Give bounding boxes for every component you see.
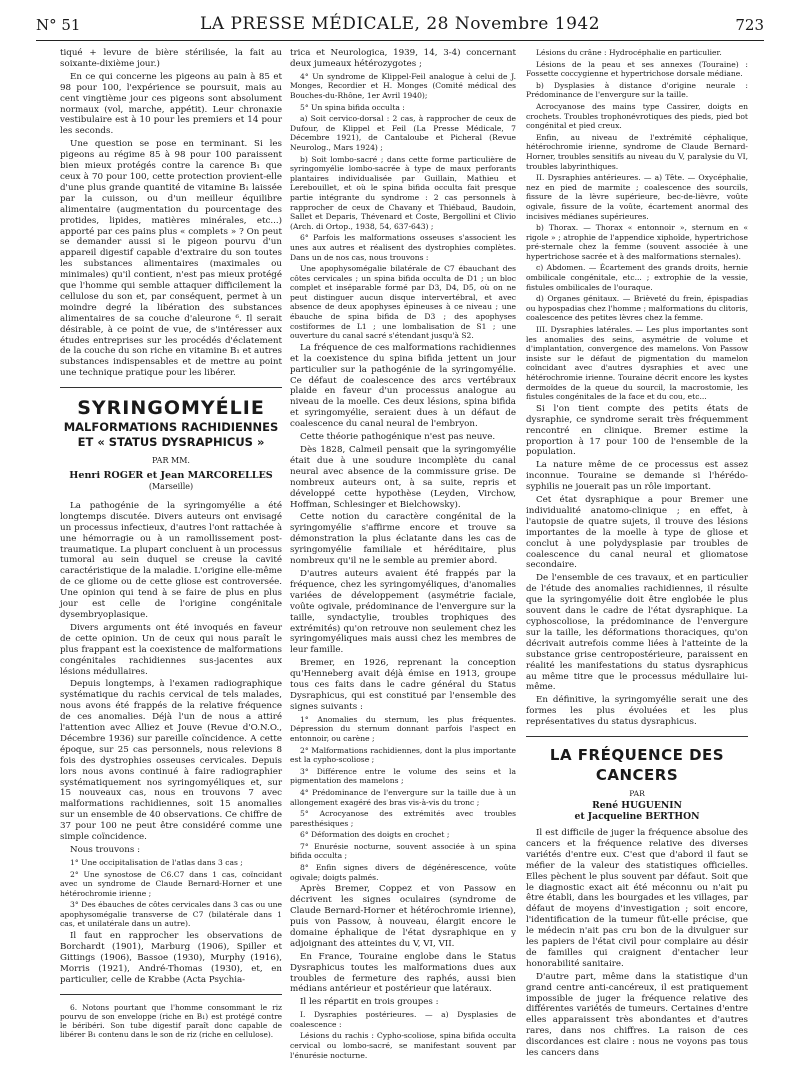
paragraph: Il faut en rapprocher les observations de Borchardt (1901), Marburg (1906), Spiller et Gittings (1906), Bassoe (1930), Murphy (1916), Morris (1921), André-Thomas (1930), et, en particulier, celle de Krabbe (Acta Psychia-	[60, 931, 282, 985]
list-item: 5° Un spina bifida occulta :	[300, 102, 405, 112]
paragraph: La nature même de ce processus est assez inconnue. Touraine se demande si l'hérédo-syphilis ne jouerait pas un rôle important.	[526, 460, 748, 493]
list-item: d) Organes génitaux. — Brièveté du frein, épispadias ou hypospadias chez l'homme ; malformations du clitoris, coalescence des petites lèvres chez la femme.	[526, 294, 748, 323]
list-item: III. Dysraphies latérales. — Les plus importantes sont les anomalies des seins, asymétrie de volume et d'implantation, convergence des mamelons. Von Passow insiste sur le défaut de pigmentation du mamelon coïncidant avec d'autres dysraphies et avec une hétérochromie irienne. Touraine décrit encore les kystes dermoïdes de la queue du sourcil, la macrostomie, les fistules congénitales de la face et du cou, etc...	[526, 325, 748, 402]
paragraph: Il est difficile de juger la fréquence absolue des cancers et la fréquence relative des diverses variétés d'entre eux. C'est que d'abord il faut se méfier de la valeur des statistiques officielles. Elles pèchent le plus souvent par défaut. Soit que le diagnostic exact ait été méconnu ou n'ait pu être établi, dans les bourgades et les villages, par défaut de moyens d'investigation ; soit encore, l'identification de la tumeur fût-elle précise, que le médecin n'ait pas cru bon de la divulguer sur les papiers de l'état civil pour complaire au désir de familles qui craignent d'entacher leur honorabilité sanitaire.	[526, 827, 748, 969]
paragraph: Nous trouvons :	[70, 845, 140, 855]
title-line-2: MALFORMATIONS RACHIDIENNES	[63, 420, 279, 435]
paragraph: Divers arguments ont été invoqués en faveur de cette opinion. Un de ceux qui nous paraît le plus frappant est la coexistence de malformations congénitales rachidiennes sus-jacentes aux lésions médullaires.	[60, 622, 282, 677]
article-separator	[526, 736, 748, 737]
list-item: II. Dysraphies antérieures. — a) Tête. — Oxycéphalie, nez en pied de marmite ; coalescence des sourcils, fissure de la lèvre supérieure, bec-de-lièvre, voûte ogivale, fissure de la voûte, écartement anormal des incisives médianes supérieures.	[526, 173, 748, 221]
list-item: b) Soit lombo-sacré ; dans cette forme particulière de syringomyélie lombo-sacrée à type de maux perforants plantaires individualisée par Guillain, Mathieu et Lerebouillet, et où le spina bifida occulta fait presque partie intégrante du syndrome : 2 cas personnels à rapprocher de ceux de Chavany et Thiébaud, Baudoin, Sallet et Deparis, Thévenard et Coste, Bergollini et Clivio (Arch. di Ortop., 1938, 54, 637-643) ;	[290, 154, 516, 231]
paragraph: Après Bremer, Coppez et von Passow en décrivent les signes oculaires (syndrome de Claude Bernard-Horner et hétérochromie irienne), puis von Passow, à nouveau, élargit encore le domaine éphalique de l'état dysraphique en y adjoignant des atteintes du V, VI, VII.	[290, 884, 516, 949]
paragraph: Une question se pose en terminant. Si les pigeons au régime 85 à 98 pour 100 paraissent bien mieux protégés contre la carence B₁ que ceux à 70 pour 100, cette protection provient-elle d'une plus grande quantité de vitamine B₁ laissée par la cuisson, ou d'un meilleur équilibre alimentaire (augmentation du pourcentage des protides, lipides, matières minérales, etc...) apporté par ces pains plus « complets » ? On peut se demander aussi si le pigeon pourvu d'un appareil digestif capable d'extraire du son toutes les substances alimentaires (maximales ou minimales) qu'il contient, n'est pas mieux protégé que l'homme qui semble attaquer difficilement la cellulose du son et, par conséquent, permet à un moindre degré la libération des substances alimentaires de sa couche d'aleurone ⁶. Il serait désirable, à ce point de vue, de s'intéresser aux études entreprises sur les procédés d'éclatement de la couche du son riche en vitamine B₁ et autres substances indispensables et de mettre au point une technique pratique pour les libérer.	[60, 139, 282, 379]
paragraph: La pathogénie de la syringomyélie a été longtemps discutée. Divers auteurs ont envisagé un processus infectieux, d'autres l'ont rattachée à une hémorragie ou à un ramollissement post-traumatique. La plupart concluent à un processus tumoral au sein duquel se creuse la cavité caractéristique de la maladie. L'origine elle-même de ce gliome ou de cette gliose est controversée. Une opinion qui tend à se faire de plus en plus jour est celle de l'origine congénitale dysembryoplasique.	[60, 500, 282, 620]
paragraph: Cette notion du caractère congénital de la syringomyélie s'affirme encore et trouve sa démonstration la plus éclatante dans les cas de syringomyélie familiale et héréditaire, plus nombreux qu'il ne le semble au premier abord.	[290, 512, 516, 567]
list-item: 8° Enfin signes divers de dégénérescence, voûte ogivale; doigts palmés.	[290, 863, 516, 882]
paragraph: trica et Neurologica, 1939, 14, 3-4) concernant deux jumeaux hétérozygotes ;	[290, 48, 516, 69]
list-item: c) Abdomen. — Écartement des grands droits, hernie ombilicale congénitale, etc... ; extrophie de la vessie, fistules ombilicales de l'ouraque.	[526, 263, 748, 292]
paragraph: La fréquence de ces malformations rachidiennes et la coexistence du spina bifida jettent un jour particulier sur la pathogénie de la syringomyélie. Ce défaut de coalescence des arcs vertébraux plaide en faveur d'un processus analogue au niveau de la moelle. Ces deux lésions, spina bifida et syringomyélie, seraient dues à un défaut de coalescence du canal neural de l'embryon.	[290, 342, 516, 430]
list-item: 4° Un syndrome de Klippel-Feil analogue à celui de J. Monges, Recordier et H. Monges (Comité médical des Bouches-du-Rhône, 1er Avril 1940);	[290, 71, 516, 100]
list-item: b) Thorax. — Thorax « entonnoir », sternum en « rigole » ; atrophie de l'appendice xiphoïde, hypertrichose pré-sternale chez la femme (souvent associée à une hypertrichose sacrée et à des malformations sternales).	[526, 223, 748, 261]
list-item: 3° Des ébauches de côtes cervicales dans 3 cas ou une apophysomégalie transverse de C7 (bilatérale dans 1 cas, et unilatérale dans un autre).	[60, 900, 282, 929]
paragraph: tiqué + levure de bière stérilisée, la fait au soixante-dixième jour.)	[60, 48, 282, 69]
journal-title: LA PRESSE MÉDICALE, 28 Novembre 1942	[199, 14, 601, 34]
list-item: 2° Malformations rachidiennes, dont la plus importante est la cypho-scoliose ;	[290, 745, 516, 765]
author-2: et Jacqueline BERTHON	[574, 810, 700, 822]
paragraph: Si l'on tient compte des petits états de dysraphie, ce syndrome serait très fréquemment rencontré en clinique. Bremer estime la proportion à 17 pour 100 de l'ensemble de la population.	[526, 403, 748, 458]
list-item: 5° Acrocyanose des extrémités avec troubles paresthésiques ;	[290, 809, 516, 828]
footnote-rule	[60, 994, 282, 995]
page-number: 723	[735, 16, 764, 34]
authors: Henri ROGER et Jean MARCORELLES	[69, 470, 273, 482]
list-item: Enfin, au niveau de l'extrémité céphalique, hétérochromie irienne, syndrome de Claude Bernard-Horner, troubles sensitifs au niveau du V, paralysie du VI, troubles labyrinthiques.	[526, 132, 748, 171]
footnote: 6. Notons pourtant que l'homme consommant le riz pourvu de son enveloppe (riche en B₁) est protégé contre le béribéri. Son tube digestif paraît donc capable de libérer B₁ contenu dans le son de riz (riche en cellulose).	[60, 1002, 282, 1039]
list-item: Lésions du crâne : Hydrocéphalie en particulier.	[536, 48, 722, 57]
column-2	[290, 48, 516, 1062]
paragraph: Dès 1828, Calmeil pensait que la syringomyélie était due à une soudure incomplète du canal neural avec absence de la commissure grise. De nombreux auteurs ont, à sa suite, repris et développé cette hypothèse (Leyden, Virchow, Hoffman, Schlesinger et Bielchowsky).	[290, 445, 516, 510]
title-line-3: ET « STATUS DYSRAPHICUS »	[77, 435, 265, 450]
article-title-cancers: LA FRÉQUENCE DES CANCERS	[549, 746, 725, 785]
list-item: 4° Prédominance de l'envergure sur la taille due à un allongement exagéré des bras vis-à-vis du tronc ;	[290, 787, 516, 807]
list-item: 1° Anomalies du sternum, les plus fréquentes. Dépression du sternum donnant parfois l'aspect en entonnoir, ou carène ;	[290, 714, 516, 743]
article-title-syringomyelie	[60, 396, 282, 450]
paragraph: Cette théorie pathogénique n'est pas neuve.	[300, 432, 496, 443]
header-rule	[36, 40, 764, 41]
paragraph: En définitive, la syringomyélie serait une des formes les plus évoluées et les plus représentatives du status dysraphicus.	[526, 695, 748, 728]
list-item: Lésions de la peau et ses annexes (Touraine) : Fossette coccygienne et hypertrichose dorsale médiane.	[526, 59, 748, 79]
list-item: 7° Enurésie nocturne, souvent associée à un spina bifida occulta ;	[290, 841, 516, 861]
column-1	[60, 48, 282, 1041]
running-header	[36, 14, 764, 38]
list-item: 1° Une occipitalisation de l'atlas dans 3 cas ;	[70, 857, 243, 867]
paragraph: De l'ensemble de ces travaux, et en particulier de l'étude des anomalies rachidiennes, il résulte que la syringomyélie doit être englobée le plus souvent dans le cadre de l'état dysraphique. La cyphoscoliose, la prédominance de l'envergure sur la taille, les déformations thoraciques, qu'on décrivait autrefois comme liées à l'atteinte de la substance grise centropostérieure, paraissent en réalité les manifestations du status dysraphicus au même titre que le processus médullaire lui-même.	[526, 573, 748, 693]
list-item: Une apophysomégalie bilatérale de C7 ébauchant des côtes cervicales ; un spina bifida occulta de D1 ; un bloc complet et inséparable formé par D3, D4, D5, où on ne peut distinguer aucun disque intervertébral, et avec absence de deux apophyses épineuses à ce niveau ; une ébauche de spina bifida de D3 ; des apophyses costiformes de L1 ; une lombalisation de S1 ; une ouverture du canal sacré s'étendant jusqu'à S2.	[290, 264, 516, 341]
list-item: 6° Déformation des doigts en crochet ;	[300, 830, 450, 840]
author-1: René HUGUENIN	[592, 799, 682, 811]
column-3	[526, 48, 748, 1061]
article-separator	[60, 387, 282, 388]
paragraph: Depuis longtemps, à l'examen radiographique systématique du rachis cervical de tels malades, nous avons été frappés de la relative fréquence de ces anomalies. Déjà l'un de nous a attiré l'attention avec Alliez et Jouve (Revue d'O.N.O., Décembre 1936) sur pareille coïncidence. A cette époque, sur 25 cas personnels, nous relevions 8 fois des dystrophies osseuses cervicales. Depuis lors nous avons continué à faire radiographier systématiquement nos syringomyéliques et, sur 15 nouveaux cas, nous en trouvons 7 avec malformations rachidiennes, soit 15 anomalies sur un ensemble de 40 observations. Ce chiffre de 37 pour 100 ne peut être considéré comme une simple coïncidence.	[60, 679, 282, 843]
paragraph: En ce qui concerne les pigeons au pain à 85 et 98 pour 100, l'expérience se poursuit, mais au cent vingtième jour ces pigeons sont absolument normaux (vol, marche, appétit). Leur chronaxie vestibulaire est à 10 pour les premiers et 14 pour les seconds.	[60, 71, 282, 137]
list-item: 2° Une synostose de C6.C7 dans 1 cas, coïncidant avec un syndrome de Claude Bernard-Horner et une hétérochromie irienne ;	[60, 869, 282, 898]
list-item: Acrocyanose des mains type Cassirer, doigts en crochets. Troubles trophonévrotiques des pieds, pied bot congénital et pied creux.	[526, 101, 748, 131]
byline: PAR MM.	[152, 456, 190, 466]
paragraph: En France, Touraine englobe dans le Status Dysraphicus toutes les malformations dues aux troubles de fermeture des raphés, aussi bien médians antérieur et postérieur que latéraux.	[290, 951, 516, 995]
list-item: 3° Différence entre le volume des seins et la pigmentation des mamelons ;	[290, 766, 516, 786]
paragraph: Cet état dysraphique a pour Bremer une individualité anatomo-clinique ; en effet, à l'autopsie de quatre sujets, il trouve des lésions importantes de la moelle à type de gliose et conclut à une polydysplasie par troubles de coalescence du canal neural et gliomatose secondaire.	[526, 495, 748, 571]
paragraph: D'autres auteurs avaient été frappés par la fréquence, chez les syringomyéliques, d'anomalies variées de développement (asymétrie faciale, voûte ogivale, prédominance de l'envergure sur la taille, syndactylie, troubles trophiques des extrémités) qu'on retrouve non seulement chez les syringomyéliques mais aussi chez les membres de leur famille.	[290, 568, 516, 656]
title-line-1: SYRINGOMYÉLIE	[77, 397, 265, 420]
paragraph: Il les répartit en trois groupes :	[300, 997, 439, 1008]
paragraph: Bremer, en 1926, reprenant la conception qu'Henneberg avait déjà émise en 1913, groupe tous ces faits dans le cadre général du Status Dysraphicus, qui est constitué par l'ensemble des signes suivants :	[290, 658, 516, 712]
paragraph: D'autre part, même dans la statistique d'un grand centre anti-cancéreux, il est pratiquement impossible de juger la fréquence relative des différentes variétés de tumeurs. Certaines d'entre elles apparaissent très abondantes et d'autres rares, dans nos chiffres. La raison de ces discordances est claire : nous ne voyons pas tous les cancers dans	[526, 971, 748, 1059]
list-item: Lésions du rachis : Cypho-scoliose, spina bifida occulta cervical ou lombo-sacré, se manifestant souvent par l'énurésie nocturne.	[290, 1031, 516, 1060]
list-item: a) Soit cervico-dorsal : 2 cas, à rapprocher de ceux de Dufour, de Klippel et Feil (La Presse Médicale, 7 Décembre 1921), de Cantaloube et Picheral (Revue Neurolog., Mars 1924) ;	[290, 114, 516, 152]
list-item: b) Dysplasies à distance d'origine neurale : Prédominance de l'envergure sur la taille.	[526, 80, 748, 100]
issue-number: N° 51	[36, 16, 81, 34]
list-item: 6° Parfois les malformations osseuses s'associent les unes aux autres et réalisent des dystrophies complètes. Dans un de nos cas, nous trouvons :	[290, 233, 516, 262]
list-item: I. Dysraphies postérieures. — a) Dysplasies de coalescence :	[290, 1010, 516, 1029]
affiliation: (Marseille)	[148, 482, 194, 491]
byline: PAR	[629, 789, 645, 799]
